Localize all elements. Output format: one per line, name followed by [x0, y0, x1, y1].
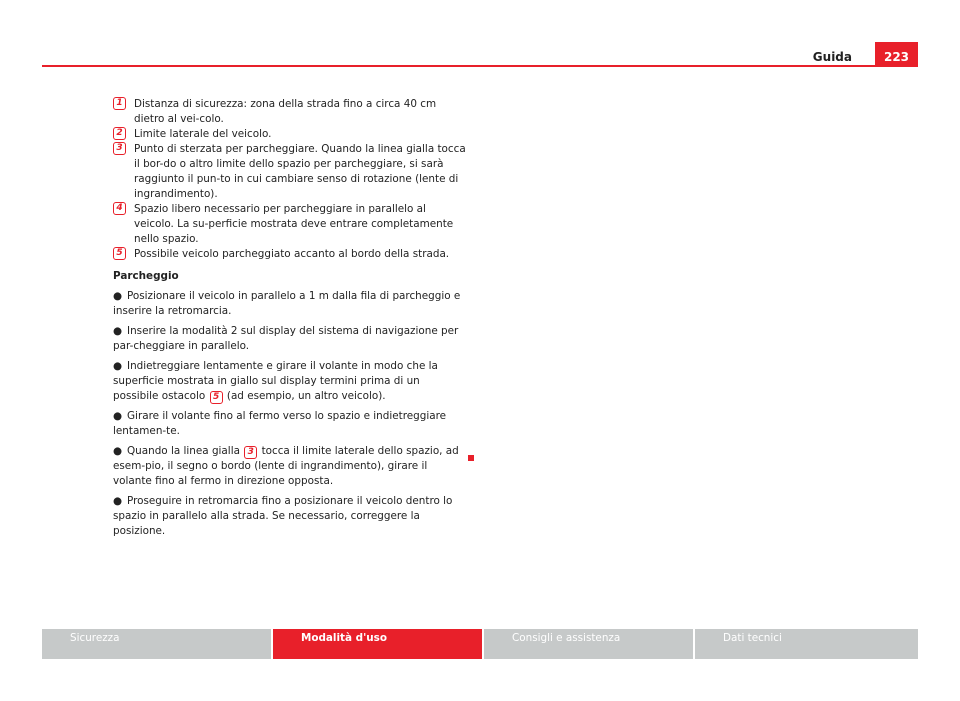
bullet-dot-icon: ● — [113, 290, 123, 302]
legend-item-1 — [113, 97, 467, 127]
legend-text-1: Distanza di sicurezza: zona della strada fino a circa 40 cm dietro al vei-colo. — [134, 98, 437, 125]
legend-text-4: Spazio libero necessario per parcheggiare in parallelo al veicolo. La su-perficie mostrata deve entrare completamente nello spazio. — [134, 203, 454, 245]
bullet-text-1: Posizionare il veicolo in parallelo a 1 m dalla fila di parcheggio e inserire la retromarcia. — [113, 290, 461, 317]
bullet-dot-icon: ● — [113, 360, 123, 372]
callout-number-1: 1 — [113, 97, 126, 110]
bullet-text-3b: (ad esempio, un altro veicolo). — [226, 390, 386, 402]
tab-modalita-uso[interactable]: Modalità d'uso — [273, 629, 482, 659]
legend-text-3: Punto di sterzata per parcheggiare. Quando la linea gialla tocca il bor-do o altro limite dello spazio per parcheggiare, si sarà raggiunto il pun-to in cui cambiare senso di rotazione (lente di ingrandimento). — [134, 143, 466, 200]
footer-tab-bar — [42, 629, 918, 659]
legend-item-4 — [113, 202, 467, 247]
page-number: 223 — [875, 42, 918, 67]
bullet-text-6: Proseguire in retromarcia fino a posizionare il veicolo dentro lo spazio in parallelo alla strada. Se necessario, correggere la posizione. — [113, 495, 453, 537]
tab-sicurezza[interactable]: Sicurezza — [42, 629, 271, 659]
legend-item-2 — [113, 127, 467, 142]
parking-heading: Parcheggio — [113, 270, 179, 282]
bullet-text-3a: Indietreggiare lentamente e girare il volante in modo che la superficie mostrata in giallo sul display termini prima di un possibile ostacolo — [113, 360, 438, 402]
bullet-dot-icon: ● — [113, 495, 123, 507]
callout-number-5: 5 — [113, 247, 126, 260]
page-content — [113, 97, 467, 544]
legend-item-5 — [113, 247, 467, 262]
callout-number-3: 3 — [113, 142, 126, 155]
legend-text-5: Possibile veicolo parcheggiato accanto al bordo della strada. — [134, 248, 450, 260]
bullet-text-5a: Quando la linea gialla — [127, 445, 240, 457]
callout-ref-3: 3 — [244, 446, 257, 459]
bullet-dot-icon: ● — [113, 410, 123, 422]
legend-text-2: Limite laterale del veicolo. — [134, 128, 272, 140]
callout-number-2: 2 — [113, 127, 126, 140]
bullet-text-2: Inserire la modalità 2 sul display del sistema di navigazione per par-cheggiare in parallelo. — [113, 325, 459, 352]
bullet-4 — [113, 409, 467, 439]
legend-item-3 — [113, 142, 467, 202]
bullet-text-5b: tocca il limite laterale dello spazio, ad esem-pio, il segno o bordo (lente di ingrandimento), girare il volante fino al fermo in direzione opposta. — [113, 445, 459, 487]
bullet-text-4: Girare il volante fino al fermo verso lo spazio e indietreggiare lentamen-te. — [113, 410, 447, 437]
section-end-square-icon — [468, 455, 474, 461]
bullet-6 — [113, 494, 467, 539]
bullet-dot-icon: ● — [113, 325, 123, 337]
section-title: Guida — [812, 50, 852, 64]
callout-number-4: 4 — [113, 202, 126, 215]
bullet-5 — [113, 444, 467, 489]
bullet-1 — [113, 289, 467, 319]
bullet-dot-icon: ● — [113, 445, 123, 457]
tab-consigli-assistenza[interactable]: Consigli e assistenza — [484, 629, 693, 659]
bullet-3 — [113, 359, 467, 404]
bullet-2 — [113, 324, 467, 354]
tab-dati-tecnici[interactable]: Dati tecnici — [695, 629, 918, 659]
callout-ref-5: 5 — [210, 391, 223, 404]
header-rule — [42, 65, 918, 67]
legend-list — [113, 97, 467, 262]
